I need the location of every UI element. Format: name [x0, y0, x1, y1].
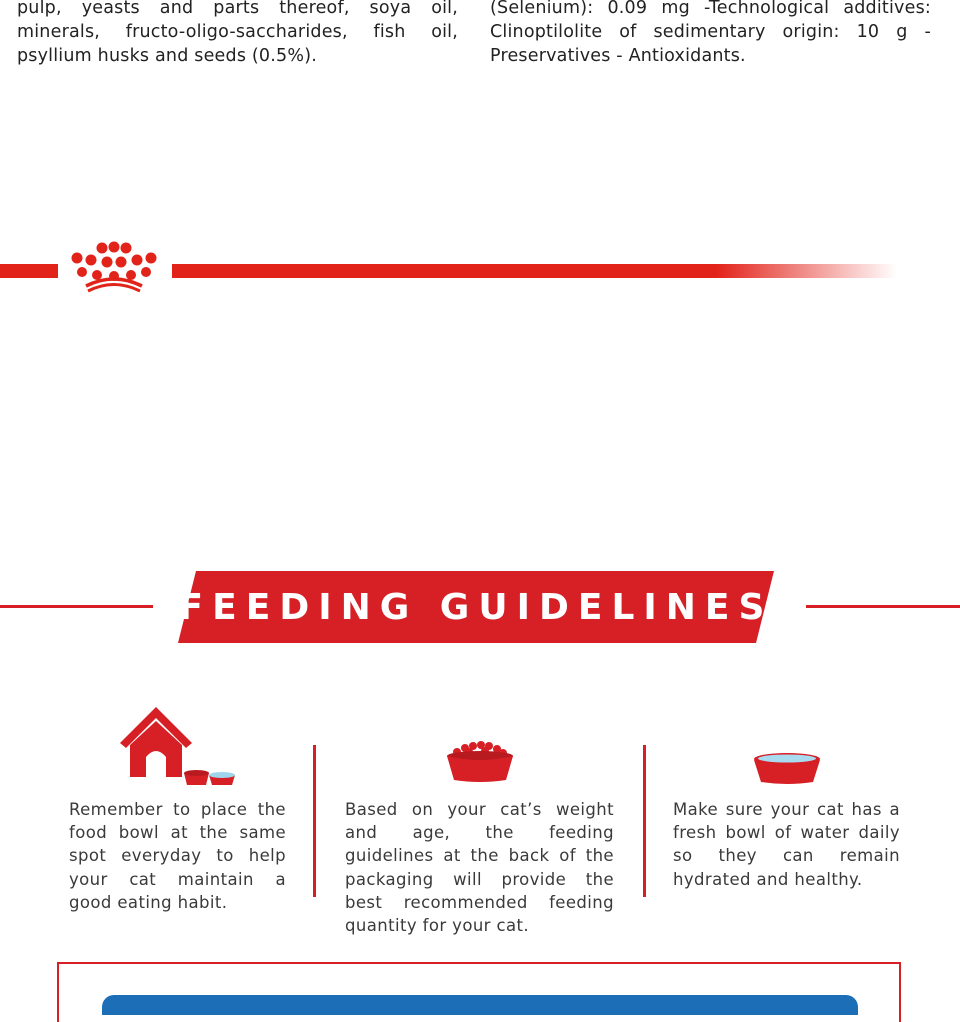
- tip-text: Remember to place the food bowl at the same spot everyday to help your cat maintain a good eating habit.: [69, 800, 286, 912]
- column-separator: [643, 745, 646, 897]
- column-separator: [313, 745, 316, 897]
- water-bowl-icon: [751, 750, 823, 786]
- divider-line-left: [0, 264, 58, 278]
- info-box-blue-header: [102, 995, 858, 1015]
- tip-text: Based on your cat’s weight and age, the feeding guidelines at the back of the packaging will provide the best recommended feeding quantity for your cat.: [345, 800, 614, 936]
- royal-canin-crown-icon: [64, 240, 164, 296]
- food-bowl-icon: [443, 740, 517, 784]
- dog-house-with-bowls-icon: [118, 705, 238, 787]
- brand-divider: [0, 240, 960, 300]
- ingredients-text-right: (Selenium): 0.09 mg -Technological additives: Clinoptilolite of sedimentary origin: 10 g - Preservatives - Antioxidants.: [490, 0, 931, 66]
- ingredients-text-left: pulp, yeasts and parts thereof, soya oil, minerals, fructo-oligo-saccharides, fish oil, psyllium husks and seeds (0.5%).: [17, 0, 458, 66]
- heading-rule-left: [0, 605, 153, 608]
- heading-rule-right: [806, 605, 960, 608]
- tip-text: Make sure your cat has a fresh bowl of water daily so they can remain hydrated and healthy.: [673, 800, 900, 889]
- divider-line-right: [172, 264, 897, 278]
- feeding-guidelines-title: FEEDING GUIDELINES: [178, 586, 774, 628]
